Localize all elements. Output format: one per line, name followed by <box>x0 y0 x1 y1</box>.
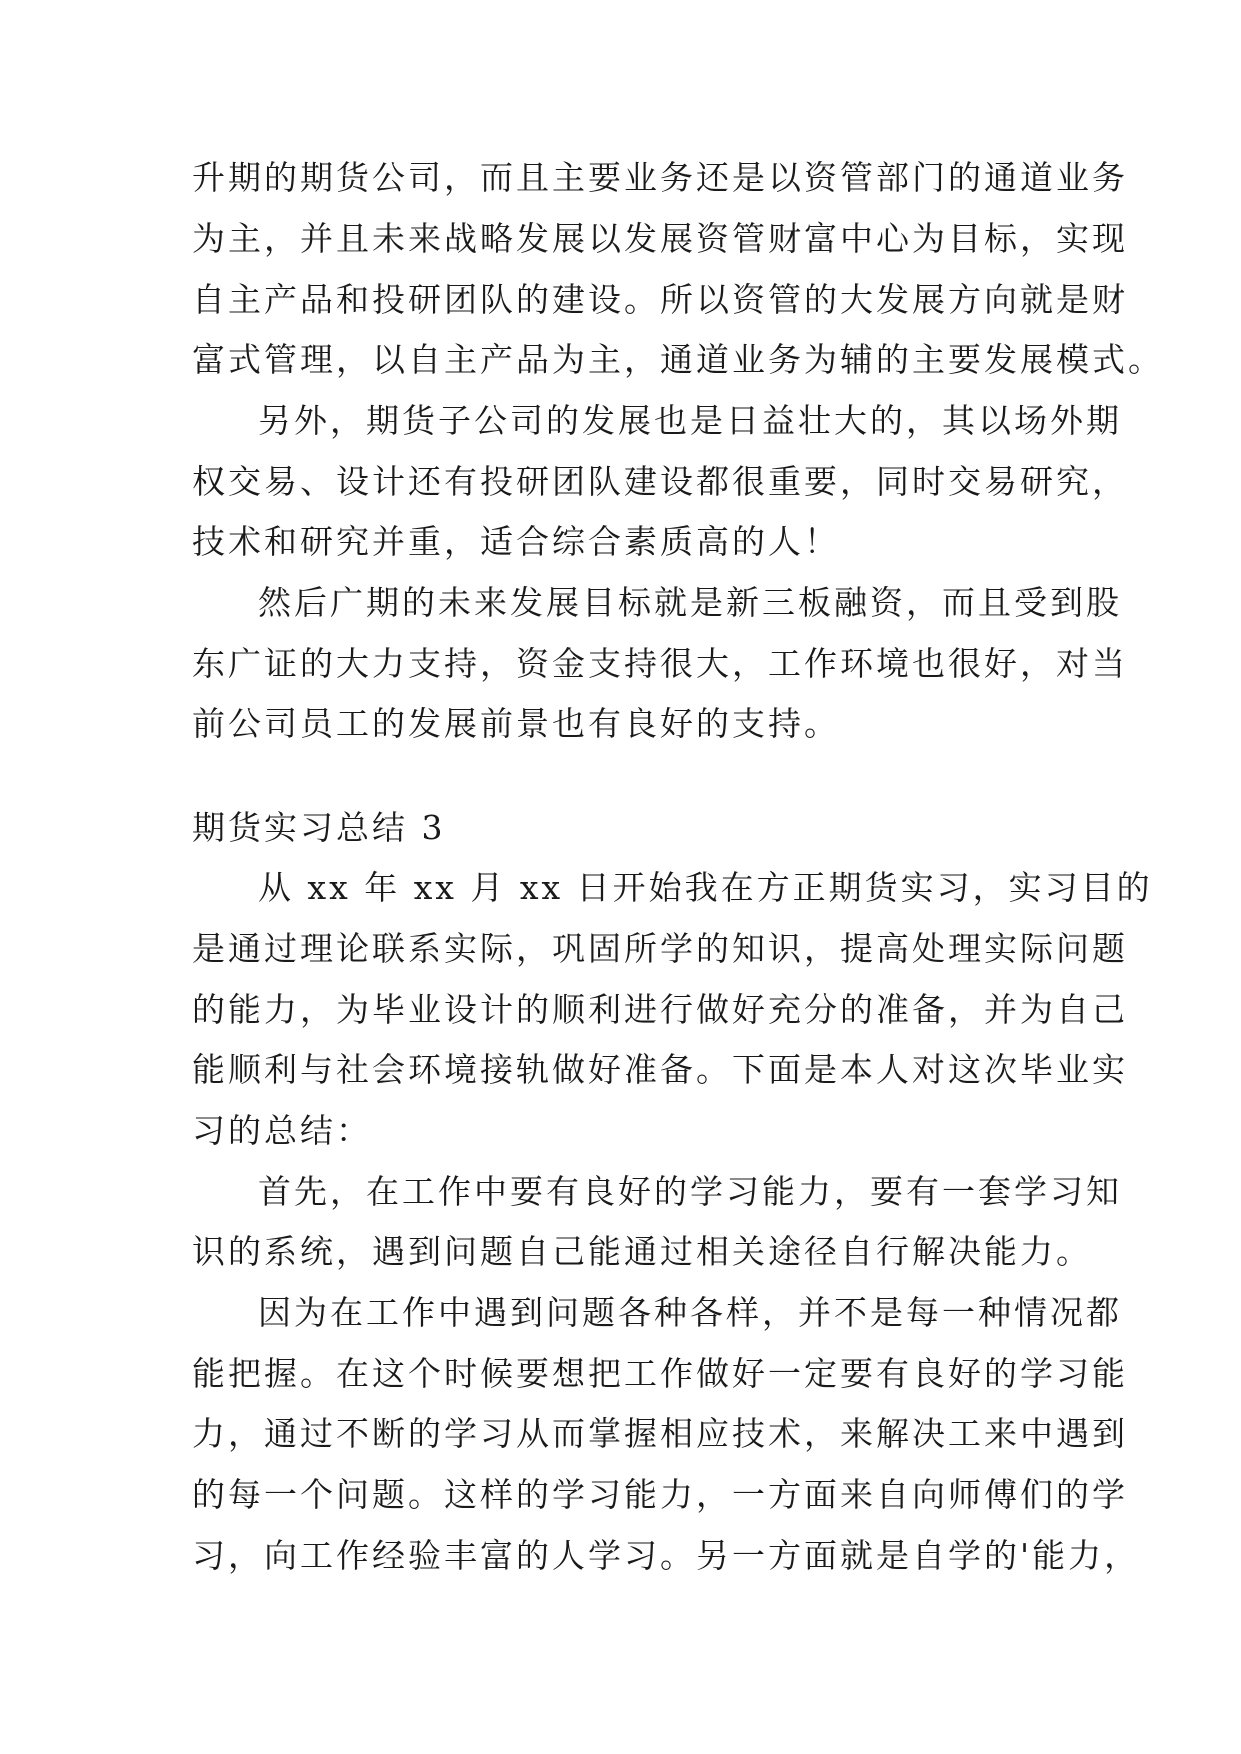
paragraph-line: 东广证的大力支持，资金支持很大，工作环境也很好，对当 <box>192 644 1128 683</box>
paragraph-line: 习的总结： <box>192 1111 372 1150</box>
paragraph-line: 为主，并且未来战略发展以发展资管财富中心为目标，实现 <box>192 219 1128 258</box>
section-heading: 期货实习总结 3 <box>192 808 446 847</box>
paragraph-line: 是通过理论联系实际，巩固所学的知识，提高处理实际问题 <box>192 929 1128 968</box>
paragraph-line: 前公司员工的发展前景也有良好的支持。 <box>192 704 840 743</box>
paragraph-line: 自主产品和投研团队的建设。所以资管的大发展方向就是财 <box>192 280 1128 319</box>
paragraph-line: 能把握。在这个时候要想把工作做好一定要有良好的学习能 <box>192 1354 1128 1393</box>
paragraph-line: 能顺利与社会环境接轨做好准备。下面是本人对这次毕业实 <box>192 1050 1128 1089</box>
paragraph-line: 然后广期的未来发展目标就是新三板融资，而且受到股 <box>258 583 1122 622</box>
paragraph-line: 的能力，为毕业设计的顺利进行做好充分的准备，并为自己 <box>192 990 1128 1029</box>
paragraph-line: 富式管理，以自主产品为主，通道业务为辅的主要发展模式。 <box>192 340 1164 379</box>
paragraph-line: 因为在工作中遇到问题各种各样，并不是每一种情况都 <box>258 1293 1122 1332</box>
paragraph-line: 从 xx 年 xx 月 xx 日开始我在方正期货实习，实习目的 <box>258 868 1153 907</box>
paragraph-line: 升期的期货公司，而且主要业务还是以资管部门的通道业务 <box>192 158 1128 197</box>
paragraph-line: 的每一个问题。这样的学习能力，一方面来自向师傅们的学 <box>192 1475 1128 1514</box>
paragraph-line: 习，向工作经验丰富的人学习。另一方面就是自学的'能力， <box>192 1536 1141 1575</box>
paragraph-line: 首先，在工作中要有良好的学习能力，要有一套学习知 <box>258 1172 1122 1211</box>
paragraph-line: 识的系统，遇到问题自己能通过相关途径自行解决能力。 <box>192 1232 1092 1271</box>
paragraph-line: 技术和研究并重，适合综合素质高的人！ <box>192 522 840 561</box>
paragraph-line: 另外，期货子公司的发展也是日益壮大的，其以场外期 <box>258 401 1122 440</box>
paragraph-line: 力，通过不断的学习从而掌握相应技术，来解决工来中遇到 <box>192 1414 1128 1453</box>
paragraph-line: 权交易、设计还有投研团队建设都很重要，同时交易研究， <box>192 462 1128 501</box>
